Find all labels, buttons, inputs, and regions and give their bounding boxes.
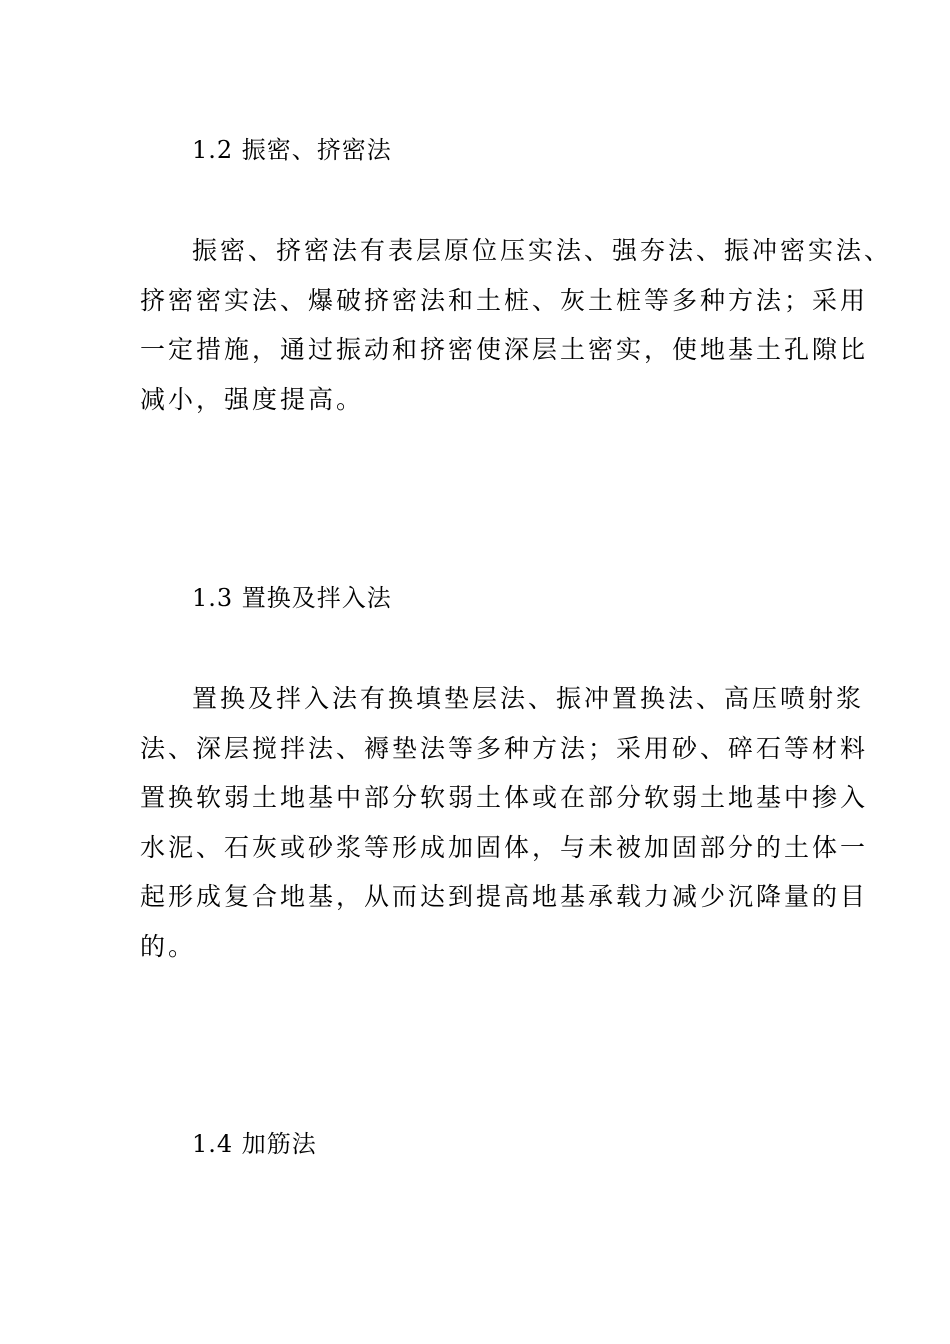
paragraph-line: 置换及拌入法有换填垫层法、振冲置换法、高压喷射浆 [192,684,865,713]
section-heading-1-3: 1.3 置换及拌入法 [192,584,392,612]
paragraph-line: 的。 [140,931,197,961]
paragraph-line: 一定措施，通过振动和挤密使深层土密实，使地基土孔隙比 [140,335,869,364]
paragraph-line: 挤密密实法、爆破挤密法和土桩、灰土桩等多种方法；采用 [140,285,869,315]
section-heading-1-4: 1.4 加筋法 [192,1130,317,1158]
section-paragraph-1-2 [140,226,893,424]
paragraph-line: 减小，强度提高。 [140,384,365,414]
paragraph-line: 起形成复合地基，从而达到提高地基承载力减少沉降量的目 [140,882,869,911]
paragraph-line: 置换软弱土地基中部分软弱土体或在部分软弱土地基中掺入 [140,783,869,812]
section-paragraph-1-3 [140,674,869,971]
paragraph-line: 振密、挤密法有表层原位压实法、强夯法、振冲密实法、 [192,236,893,265]
section-heading-1-2: 1.2 振密、挤密法 [192,136,392,164]
paragraph-line: 法、深层搅拌法、褥垫法等多种方法；采用砂、碎石等材料 [140,733,869,763]
paragraph-line: 水泥、石灰或砂浆等形成加固体，与未被加固部分的土体一 [140,832,869,862]
